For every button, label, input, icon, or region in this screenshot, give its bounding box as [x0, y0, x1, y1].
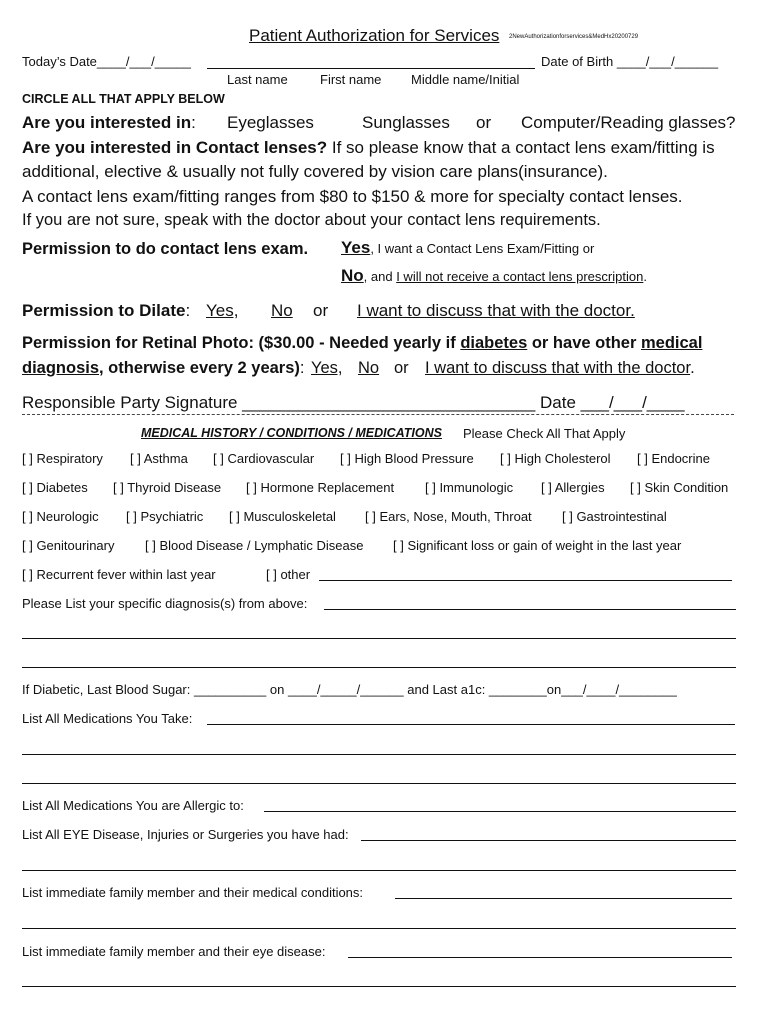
eye-disease-label: List All EYE Disease, Injuries or Surgeries you have had: [22, 827, 349, 842]
family-eye-input-line[interactable] [348, 957, 732, 958]
checkbox-diabetes[interactable]: [ ] Diabetes [22, 480, 88, 495]
interest-question [22, 113, 196, 133]
history-heading: MEDICAL HISTORY / CONDITIONS / MEDICATIONS [141, 426, 442, 440]
medications-input-line-3[interactable] [22, 783, 736, 784]
contact-yes-option[interactable]: Yes [341, 238, 371, 257]
retinal-colon: : [299, 359, 305, 377]
checkbox-immunologic[interactable]: [ ] Immunologic [425, 480, 514, 495]
eye-disease-input-line-2[interactable] [22, 870, 736, 871]
option-sunglasses[interactable]: Sunglasses [362, 113, 450, 132]
retinal-diabetes: diabetes [460, 334, 528, 352]
retinal-discuss-line [425, 359, 695, 378]
option-eyeglasses[interactable]: Eyeglasses [227, 113, 314, 132]
family-eye-input-line-2[interactable] [22, 986, 736, 987]
family-medical-input-line[interactable] [395, 898, 732, 899]
checkbox-asthma[interactable]: [ ] Asthma [130, 451, 188, 466]
form-title: Patient Authorization for Services [249, 26, 500, 45]
form-code: 2NewAuthorizationforservices&MedHx20200729 [509, 34, 639, 40]
retinal-discuss-option[interactable]: I want to discuss that with the doctor [425, 359, 691, 377]
first-name-label: First name [320, 72, 382, 87]
dilate-or: or [313, 301, 329, 320]
section-divider [22, 414, 734, 415]
checkbox-ears-nose-mouth-throat[interactable]: [ ] Ears, Nose, Mouth, Throat [365, 509, 532, 524]
interest-label: Are you interested in [22, 113, 192, 132]
retinal-period: . [690, 359, 695, 377]
checkbox-musculoskeletal[interactable]: [ ] Musculoskeletal [229, 509, 336, 524]
retinal-diagnosis: diagnosis [22, 359, 100, 377]
interest-colon: : [191, 113, 196, 132]
dilate-colon: : [185, 301, 191, 320]
diagnosis-input-line-2[interactable] [22, 638, 736, 639]
interest-or: or [476, 113, 492, 132]
checkbox-genitourinary[interactable]: [ ] Genitourinary [22, 538, 115, 553]
retinal-text-a: Permission for Retinal Photo: ($30.00 - Needed yearly if [22, 334, 461, 352]
signature-field[interactable]: Responsible Party Signature _______________________________ Date ___/___/____ [22, 393, 685, 412]
medications-label: List All Medications You Take: [22, 711, 193, 726]
contacts-question: Are you interested in Contact lenses? [22, 138, 328, 157]
retinal-line-2 [22, 359, 304, 378]
family-medical-label: List immediate family member and their medical conditions: [22, 885, 364, 900]
blood-sugar-field[interactable]: If Diabetic, Last Blood Sugar: __________ on ____/_____/______ and Last a1c: ________on___/____/________ [22, 682, 677, 697]
checkbox-other[interactable]: [ ] other [266, 567, 311, 582]
other-input-line[interactable] [319, 580, 732, 581]
contacts-line-2: additional, elective & usually not fully covered by vision care plans(insurance). [22, 162, 608, 181]
todays-date-field[interactable]: Today’s Date____/___/_____ [22, 54, 191, 69]
checkbox-gastrointestinal[interactable]: [ ] Gastrointestinal [562, 509, 667, 524]
contact-yes-line [341, 238, 594, 258]
checkbox-psychiatric[interactable]: [ ] Psychiatric [126, 509, 204, 524]
checkbox-weight-change[interactable]: [ ] Significant loss or gain of weight in the last year [393, 538, 682, 553]
date-of-birth-field[interactable]: Date of Birth ____/___/______ [541, 54, 719, 69]
middle-name-label: Middle name/Initial [411, 72, 520, 87]
checkbox-respiratory[interactable]: [ ] Respiratory [22, 451, 103, 466]
retinal-yes-option[interactable]: Yes, [311, 359, 343, 377]
medications-input-line-2[interactable] [22, 754, 736, 755]
circle-all-instruction: CIRCLE ALL THAT APPLY BELOW [22, 92, 225, 106]
checkbox-recurrent-fever[interactable]: [ ] Recurrent fever within last year [22, 567, 216, 582]
medications-input-line[interactable] [207, 724, 735, 725]
checkbox-allergies[interactable]: [ ] Allergies [541, 480, 605, 495]
contact-no-option[interactable]: No [341, 266, 364, 285]
checkbox-thyroid-disease[interactable]: [ ] Thyroid Disease [113, 480, 222, 495]
retinal-text-c: , otherwise every 2 years) [99, 359, 300, 377]
allergic-medications-input-line[interactable] [264, 811, 736, 812]
contact-no-line [341, 266, 647, 286]
checkbox-blood-disease[interactable]: [ ] Blood Disease / Lymphatic Disease [145, 538, 364, 553]
checkbox-endocrine[interactable]: [ ] Endocrine [637, 451, 710, 466]
dilate-discuss-option[interactable]: I want to discuss that with the doctor. [357, 301, 635, 320]
history-instruction: Please Check All That Apply [463, 426, 626, 441]
diagnosis-input-line[interactable] [324, 609, 736, 610]
option-computer-reading-glasses[interactable]: Computer/Reading glasses? [521, 113, 736, 132]
contact-permission-label: Permission to do contact lens exam. [22, 240, 309, 258]
contact-no-text-a: , and [363, 269, 397, 284]
contacts-line-1 [22, 138, 715, 158]
retinal-line-1 [22, 334, 702, 353]
checkbox-hormone-replacement[interactable]: [ ] Hormone Replacement [246, 480, 395, 495]
dilate-label: Permission to Dilate [22, 301, 186, 320]
contact-no-text-b: I will not receive a contact lens prescription [396, 269, 644, 284]
diagnosis-label: Please List your specific diagnosis(s) from above: [22, 596, 308, 611]
retinal-or: or [394, 359, 409, 377]
retinal-medical: medical [640, 334, 703, 352]
contacts-line-4: If you are not sure, speak with the doctor about your contact lens requirements. [22, 211, 601, 229]
retinal-text-b: or have other [527, 334, 641, 352]
eye-disease-input-line[interactable] [361, 840, 736, 841]
contact-yes-text: , I want a Contact Lens Exam/Fitting or [370, 241, 595, 256]
contacts-line-1-rest: If so please know that a contact lens exam/fitting is [327, 138, 715, 157]
retinal-no-option[interactable]: No [358, 359, 380, 377]
checkbox-neurologic[interactable]: [ ] Neurologic [22, 509, 99, 524]
patient-name-line[interactable] [207, 68, 535, 69]
family-eye-label: List immediate family member and their eye disease: [22, 944, 326, 959]
dilate-yes-option[interactable]: Yes, [206, 301, 239, 320]
diagnosis-input-line-3[interactable] [22, 667, 736, 668]
dilate-no-option[interactable]: No [271, 301, 293, 320]
allergic-medications-label: List All Medications You are Allergic to: [22, 798, 244, 813]
last-name-label: Last name [227, 72, 288, 87]
family-medical-input-line-2[interactable] [22, 928, 736, 929]
checkbox-high-blood-pressure[interactable]: [ ] High Blood Pressure [340, 451, 474, 466]
checkbox-skin-condition[interactable]: [ ] Skin Condition [630, 480, 729, 495]
contact-no-text-c: . [643, 269, 647, 284]
dilate-question [22, 301, 190, 321]
contacts-line-3: A contact lens exam/fitting ranges from $80 to $150 & more for specialty contact lenses. [22, 187, 683, 206]
checkbox-high-cholesterol[interactable]: [ ] High Cholesterol [500, 451, 611, 466]
checkbox-cardiovascular[interactable]: [ ] Cardiovascular [213, 451, 315, 466]
